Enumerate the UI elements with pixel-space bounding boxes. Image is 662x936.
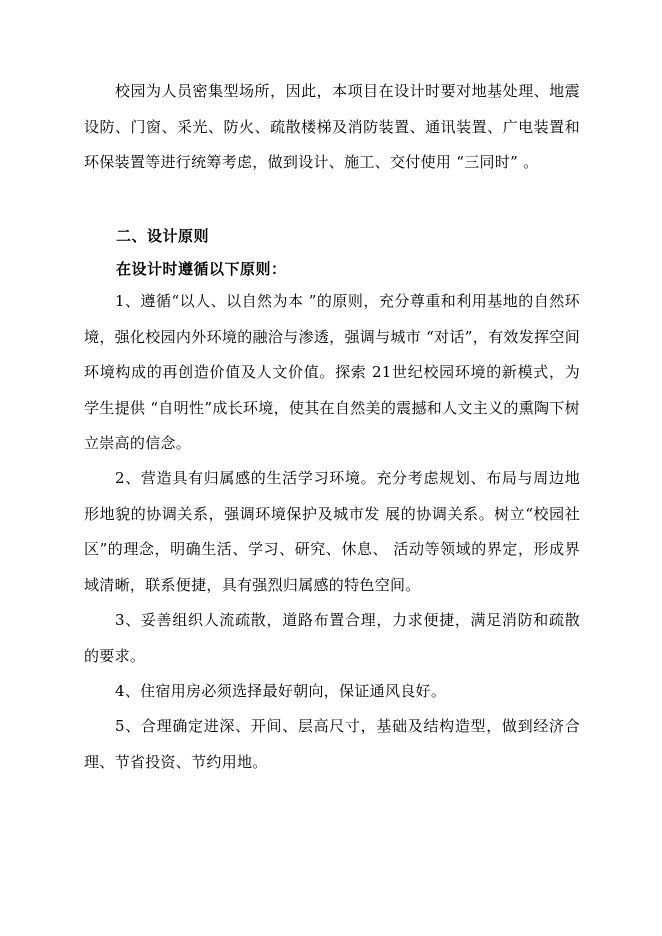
intro-paragraph: 校园为人员密集型场所，因此，本项目在设计时要对地基处理、地震设防、门窗、采光、防火、疏散楼梯及消防装置、通讯装置、广电装置和环保装置等进行统筹考虑，做到设计、施工、交付使用 “三同时” 。	[84, 82, 580, 171]
section-title: 二、设计原则	[116, 227, 210, 245]
principle-2: 2、营造具有归属感的生活学习环境。充分考虑规划、布局与周边地形地貌的协调关系，强调环境保护及城市发 展的协调关系。树立“校园社区”的理念，明确生活、学习、研究、休息、 活动等领域的界定，形成界域清晰，联系便捷，具有强烈归属感的特色空间。	[84, 469, 580, 594]
principle-1: 1、遵循“以人、以自然为本 ”的原则，充分尊重和利用基地的自然环境，强化校园内外环境的融洽与渗透，强调与城市 “对话”，有效发挥空间环境构成的再创造价值及人文价值。探索 21世纪校园环境的新模式，为学生提供 “自明性”成长环境，使其在自然美的震撼和人文主义的熏陶下树立崇高的信念。	[84, 292, 580, 452]
principle-5: 5、合理确定进深、开间、层高尺寸，基础及结构造型，做到经济合理、节省投资、节约用地。	[84, 717, 580, 771]
subtitle: 在设计时遵循以下原则：	[116, 260, 287, 278]
principle-4: 4、住宿用房必须选择最好朝向，保证通风良好。	[115, 682, 447, 700]
principle-3: 3、妥善组织人流疏散，道路布置合理，力求便捷，满足消防和疏散的要求。	[84, 611, 580, 665]
